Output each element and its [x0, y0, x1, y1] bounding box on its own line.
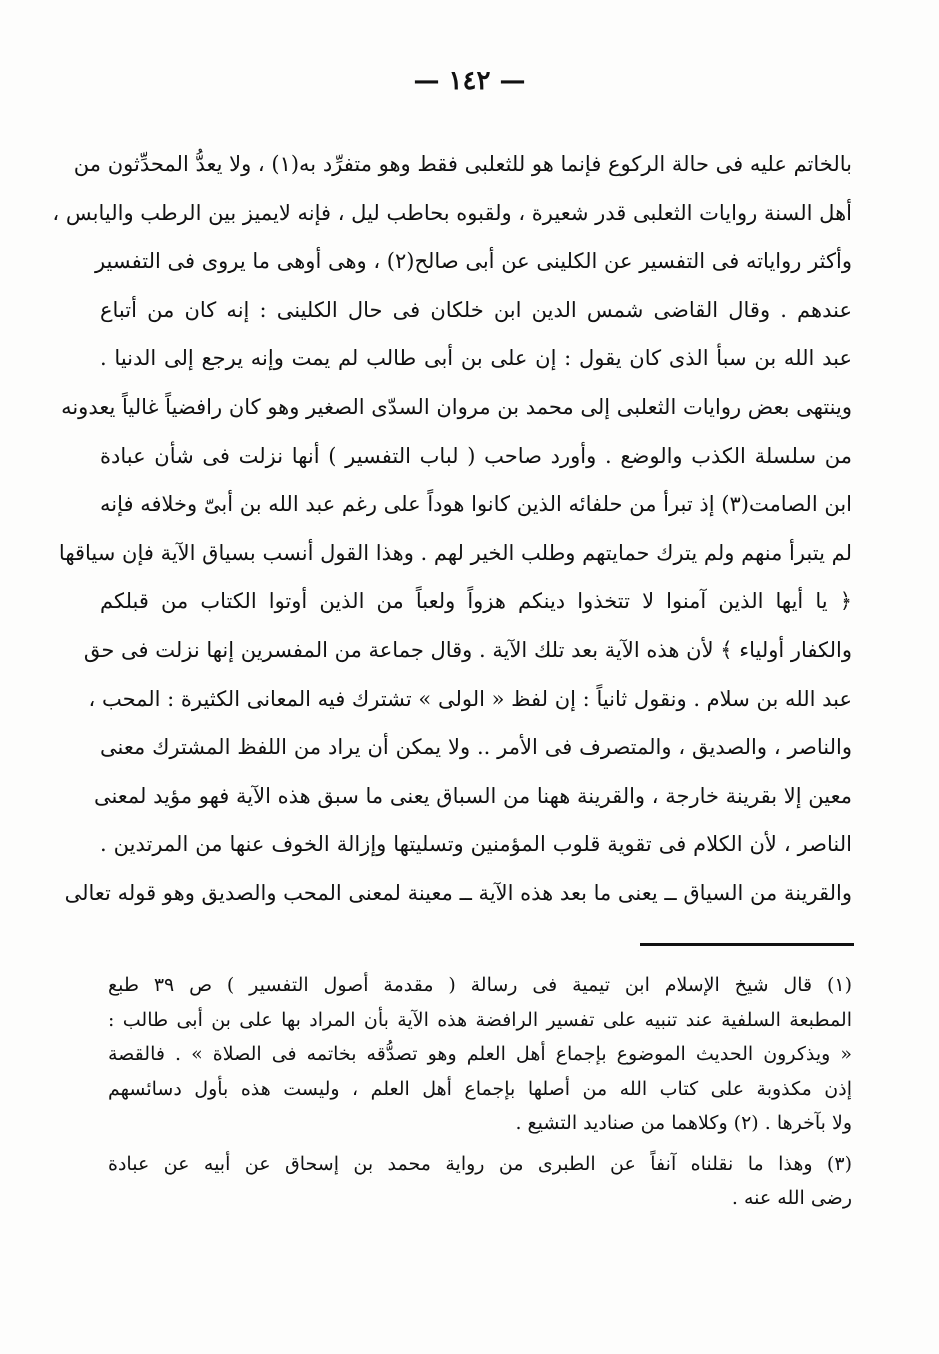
- text-line: عبد الله بن سلام . ونقول ثانياً : إن لفظ « الولى » تشترك فيه المعانى الكثيرة : المحب ،: [88, 686, 852, 711]
- footnote-line: (٣) وهذا ما نقلناه آنفاً عن الطبرى من رواية محمد بن إسحاق عن أبيه عن عبادة: [108, 1152, 852, 1175]
- text-line: من سلسلة الكذب والوضع . وأورد صاحب ( لباب التفسير ) أنها نزلت فى شأن عبادة: [100, 443, 852, 468]
- footnote-line: إذن مكذوبة على كتاب الله من أصلها بإجماع أهل العلم ، وليست هذه بأول دسائسهم: [108, 1077, 852, 1100]
- text-line: عبد الله بن سبأ الذى كان يقول : إن على بن أبى طالب لم يمت وإنه يرجع إلى الدنيا .: [100, 346, 852, 371]
- page-number: — ١٤٢ —: [413, 66, 526, 96]
- text-line: ابن الصامت(٣) إذ تبرأ من حلفائه الذين كانوا هوداً على رغم عبد الله بن أبىّ وخلافه فإنه: [100, 492, 852, 517]
- text-line: ﴿ يا أيها الذين آمنوا لا تتخذوا دينكم هزواً ولعباً من الذين أوتوا الكتاب من قبلكم: [100, 589, 852, 614]
- text-line: معين إلا بقرينة خارجة ، والقرينة ههنا من السباق يعنى ما سبق هذه الآية فهو مؤيد لمعنى: [93, 783, 852, 808]
- footnotes: [108, 968, 852, 1216]
- footnote-line: رضى الله عنه .: [731, 1187, 852, 1209]
- text-line: والناصر ، والصديق ، والمتصرف فى الأمر .. ولا يمكن أن يراد من اللفظ المشترك معنى: [100, 735, 852, 760]
- text-line: والكفار أولياء ﴾ لأن هذه الآية بعد تلك الآية . وقال جماعة من المفسرين إنها نزلت فى حق: [83, 637, 852, 662]
- text-line: عندهم . وقال القاضى شمس الدين ابن خلكان فى حال الكلينى : إنه كان من أتباع: [100, 297, 852, 322]
- footnote-line: ولا بآخرها . (٢) وكلاهما من صناديد التشيع .: [515, 1112, 852, 1134]
- footnote-line: المطبعة السلفية عند تنبيه على تفسير الرافضة هذه الآية بأن المراد بها على بن أبى طالب :: [108, 1008, 852, 1031]
- text-line: وأكثر رواياته فى التفسير عن الكلينى عن أبى صالح(٢) ، وهى أوهى ما يروى فى التفسير: [94, 249, 852, 274]
- text-line: لم يتبرأ منهم ولم يترك حمايتهم وطلب الخير لهم . وهذا القول أنسب بسياق الآية فإن سياقها: [58, 540, 852, 565]
- footnote-line: « ويذكرون الحديث الموضوع بإجماع أهل العلم وهو تصدُّقه بخاتمه فى الصلاة » . فالقصة: [108, 1043, 852, 1065]
- text-line: والقرينة من السياق ــ يعنى ما بعد هذه الآية ــ معينة لمعنى المحب والصديق وهو قوله تعالى: [64, 880, 852, 905]
- text-line: الناصر ، لأن الكلام فى تقوية قلوب المؤمنين وتسليتها وإزالة الخوف عنها من المرتدين .: [100, 832, 852, 857]
- main-text: [52, 140, 852, 918]
- text-line: بالخاتم عليه فى حالة الركوع فإنما هو للثعلبى فقط وهو متفرِّد به(١) ، ولا يعدُّ المحدِّثون من: [73, 152, 852, 176]
- text-line: وينتهى بعض روايات الثعلبى إلى محمد بن مروان السدّى الصغير وهو كان رافضياً غالياً يعدونه: [61, 394, 852, 419]
- footnote-line: (١) قال شيخ الإسلام ابن تيمية فى رسالة ( مقدمة أصول التفسير ) ص ٣٩ طبع: [108, 974, 852, 996]
- footnote-divider: [640, 943, 854, 946]
- text-line: أهل السنة روايات الثعلبى قدر شعيرة ، ولقبوه بحاطب ليل ، فإنه لايميز بين الرطب واليابس ،: [52, 200, 852, 225]
